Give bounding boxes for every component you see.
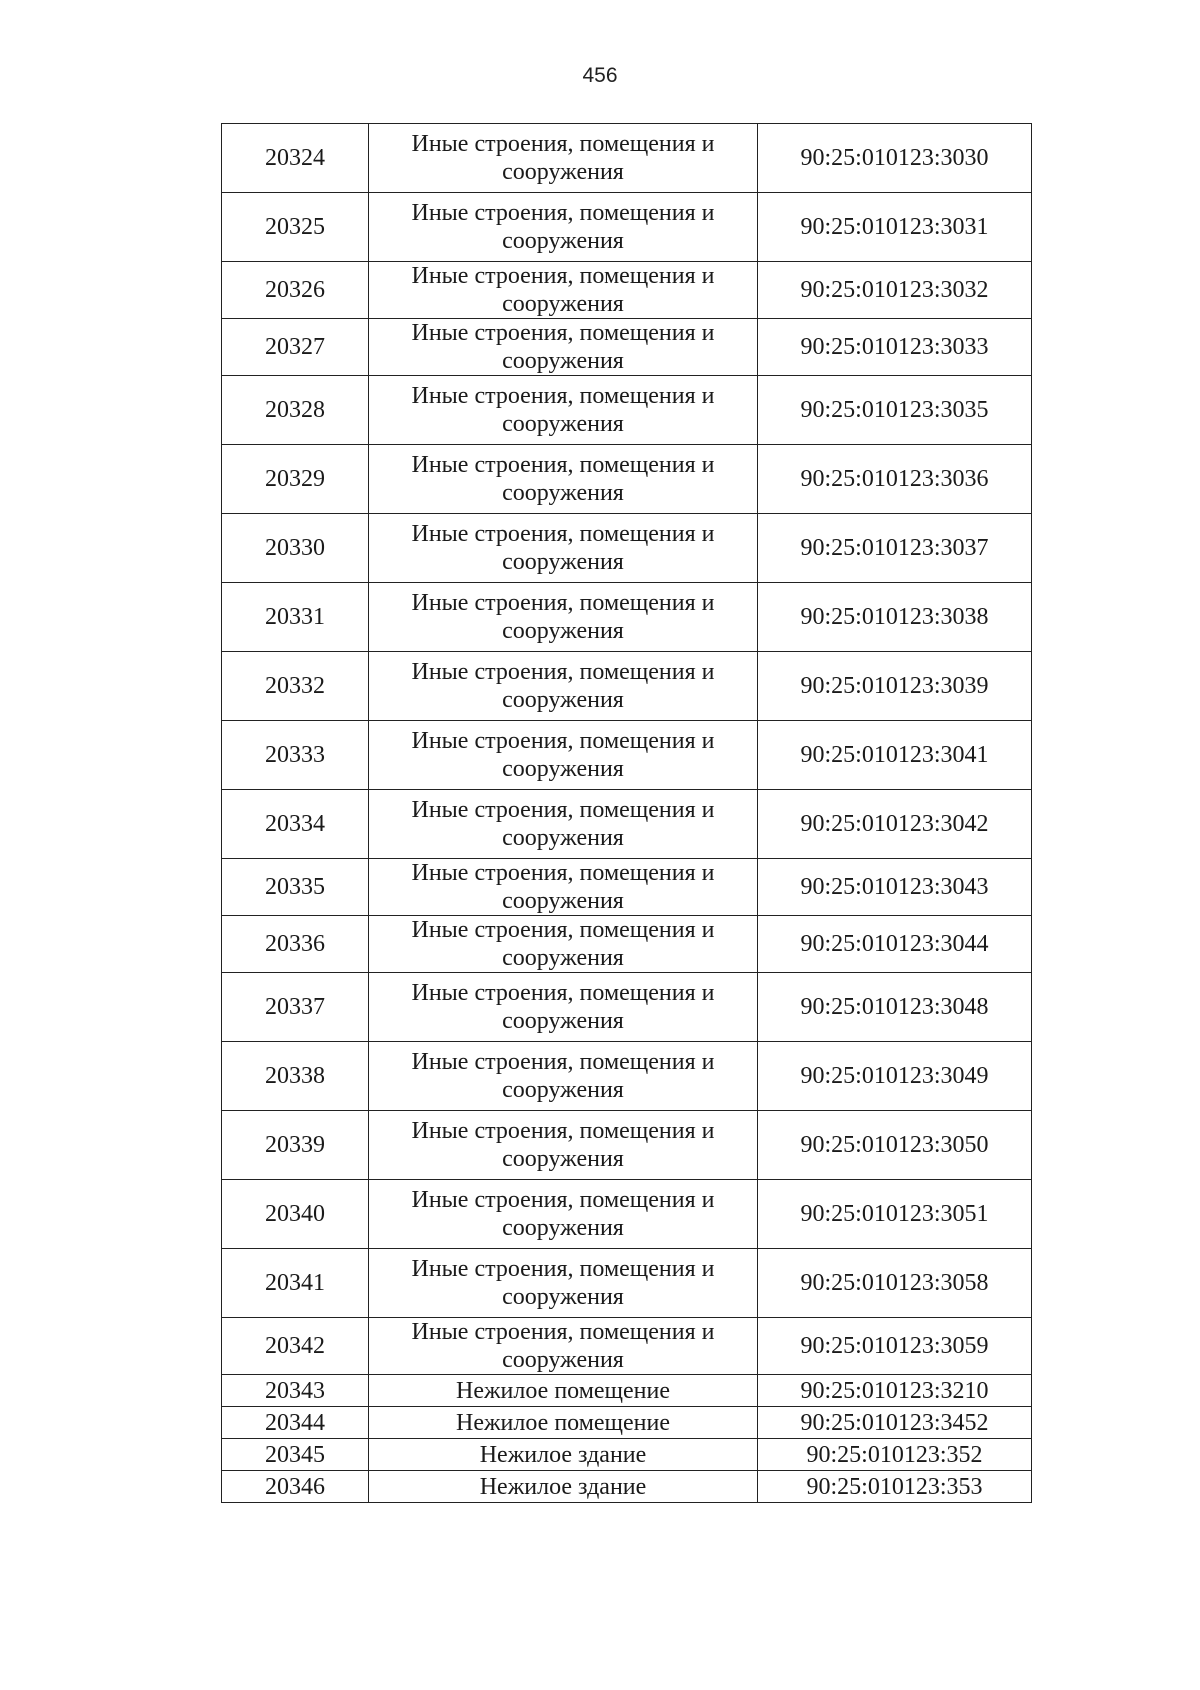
table-row [222, 1249, 1032, 1318]
row-number-cell: 20340 [222, 1180, 369, 1249]
table-row [222, 514, 1032, 583]
row-number-cell: 20326 [222, 262, 369, 319]
registry-table [221, 123, 1032, 1503]
row-number-cell: 20327 [222, 319, 369, 376]
table-row [222, 859, 1032, 916]
cadastral-number-cell: 90:25:010123:3044 [758, 916, 1032, 973]
object-name-cell: Иные строения, помещения и сооружения [369, 193, 758, 262]
cadastral-number-cell: 90:25:010123:3043 [758, 859, 1032, 916]
object-name-cell: Иные строения, помещения и сооружения [369, 916, 758, 973]
object-name-cell: Иные строения, помещения и сооружения [369, 1249, 758, 1318]
table-row [222, 262, 1032, 319]
object-name-cell: Нежилое помещение [369, 1407, 758, 1439]
table-row [222, 1407, 1032, 1439]
row-number-cell: 20329 [222, 445, 369, 514]
cadastral-number-cell: 90:25:010123:3058 [758, 1249, 1032, 1318]
table-row [222, 1375, 1032, 1407]
table-row [222, 652, 1032, 721]
cadastral-number-cell: 90:25:010123:3036 [758, 445, 1032, 514]
table-row [222, 193, 1032, 262]
object-name-cell: Иные строения, помещения и сооружения [369, 124, 758, 193]
table-row [222, 1471, 1032, 1503]
object-name-cell: Иные строения, помещения и сооружения [369, 514, 758, 583]
row-number-cell: 20343 [222, 1375, 369, 1407]
table-row [222, 916, 1032, 973]
table-row [222, 1439, 1032, 1471]
table-row [222, 124, 1032, 193]
object-name-cell: Иные строения, помещения и сооружения [369, 1111, 758, 1180]
row-number-cell: 20339 [222, 1111, 369, 1180]
object-name-cell: Иные строения, помещения и сооружения [369, 790, 758, 859]
row-number-cell: 20325 [222, 193, 369, 262]
table-row [222, 445, 1032, 514]
row-number-cell: 20335 [222, 859, 369, 916]
object-name-cell: Иные строения, помещения и сооружения [369, 1318, 758, 1375]
cadastral-number-cell: 90:25:010123:353 [758, 1471, 1032, 1503]
object-name-cell: Нежилое здание [369, 1471, 758, 1503]
cadastral-number-cell: 90:25:010123:3059 [758, 1318, 1032, 1375]
object-name-cell: Иные строения, помещения и сооружения [369, 721, 758, 790]
cadastral-number-cell: 90:25:010123:3041 [758, 721, 1032, 790]
object-name-cell: Иные строения, помещения и сооружения [369, 652, 758, 721]
table-row [222, 721, 1032, 790]
cadastral-number-cell: 90:25:010123:3050 [758, 1111, 1032, 1180]
table-row [222, 376, 1032, 445]
object-name-cell: Иные строения, помещения и сооружения [369, 262, 758, 319]
row-number-cell: 20341 [222, 1249, 369, 1318]
cadastral-number-cell: 90:25:010123:3048 [758, 973, 1032, 1042]
cadastral-number-cell: 90:25:010123:3035 [758, 376, 1032, 445]
object-name-cell: Нежилое здание [369, 1439, 758, 1471]
row-number-cell: 20324 [222, 124, 369, 193]
row-number-cell: 20342 [222, 1318, 369, 1375]
cadastral-number-cell: 90:25:010123:3452 [758, 1407, 1032, 1439]
cadastral-number-cell: 90:25:010123:3032 [758, 262, 1032, 319]
cadastral-number-cell: 90:25:010123:3051 [758, 1180, 1032, 1249]
object-name-cell: Иные строения, помещения и сооружения [369, 376, 758, 445]
object-name-cell: Иные строения, помещения и сооружения [369, 1180, 758, 1249]
row-number-cell: 20332 [222, 652, 369, 721]
row-number-cell: 20330 [222, 514, 369, 583]
row-number-cell: 20338 [222, 1042, 369, 1111]
object-name-cell: Иные строения, помещения и сооружения [369, 973, 758, 1042]
table-row [222, 1318, 1032, 1375]
registry-table-body [222, 124, 1032, 1503]
row-number-cell: 20337 [222, 973, 369, 1042]
table-row [222, 319, 1032, 376]
cadastral-number-cell: 90:25:010123:3049 [758, 1042, 1032, 1111]
page-number: 456 [582, 64, 618, 87]
row-number-cell: 20333 [222, 721, 369, 790]
object-name-cell: Нежилое помещение [369, 1375, 758, 1407]
cadastral-number-cell: 90:25:010123:3033 [758, 319, 1032, 376]
cadastral-number-cell: 90:25:010123:3031 [758, 193, 1032, 262]
object-name-cell: Иные строения, помещения и сооружения [369, 583, 758, 652]
cadastral-number-cell: 90:25:010123:3030 [758, 124, 1032, 193]
row-number-cell: 20334 [222, 790, 369, 859]
table-row [222, 973, 1032, 1042]
row-number-cell: 20336 [222, 916, 369, 973]
cadastral-number-cell: 90:25:010123:3210 [758, 1375, 1032, 1407]
row-number-cell: 20345 [222, 1439, 369, 1471]
cadastral-number-cell: 90:25:010123:3037 [758, 514, 1032, 583]
table-row [222, 1180, 1032, 1249]
row-number-cell: 20346 [222, 1471, 369, 1503]
row-number-cell: 20328 [222, 376, 369, 445]
cadastral-number-cell: 90:25:010123:3039 [758, 652, 1032, 721]
row-number-cell: 20331 [222, 583, 369, 652]
row-number-cell: 20344 [222, 1407, 369, 1439]
table-row [222, 1111, 1032, 1180]
table-row [222, 1042, 1032, 1111]
object-name-cell: Иные строения, помещения и сооружения [369, 319, 758, 376]
table-row [222, 583, 1032, 652]
object-name-cell: Иные строения, помещения и сооружения [369, 859, 758, 916]
object-name-cell: Иные строения, помещения и сооружения [369, 445, 758, 514]
object-name-cell: Иные строения, помещения и сооружения [369, 1042, 758, 1111]
cadastral-number-cell: 90:25:010123:3038 [758, 583, 1032, 652]
cadastral-number-cell: 90:25:010123:352 [758, 1439, 1032, 1471]
cadastral-number-cell: 90:25:010123:3042 [758, 790, 1032, 859]
table-row [222, 790, 1032, 859]
